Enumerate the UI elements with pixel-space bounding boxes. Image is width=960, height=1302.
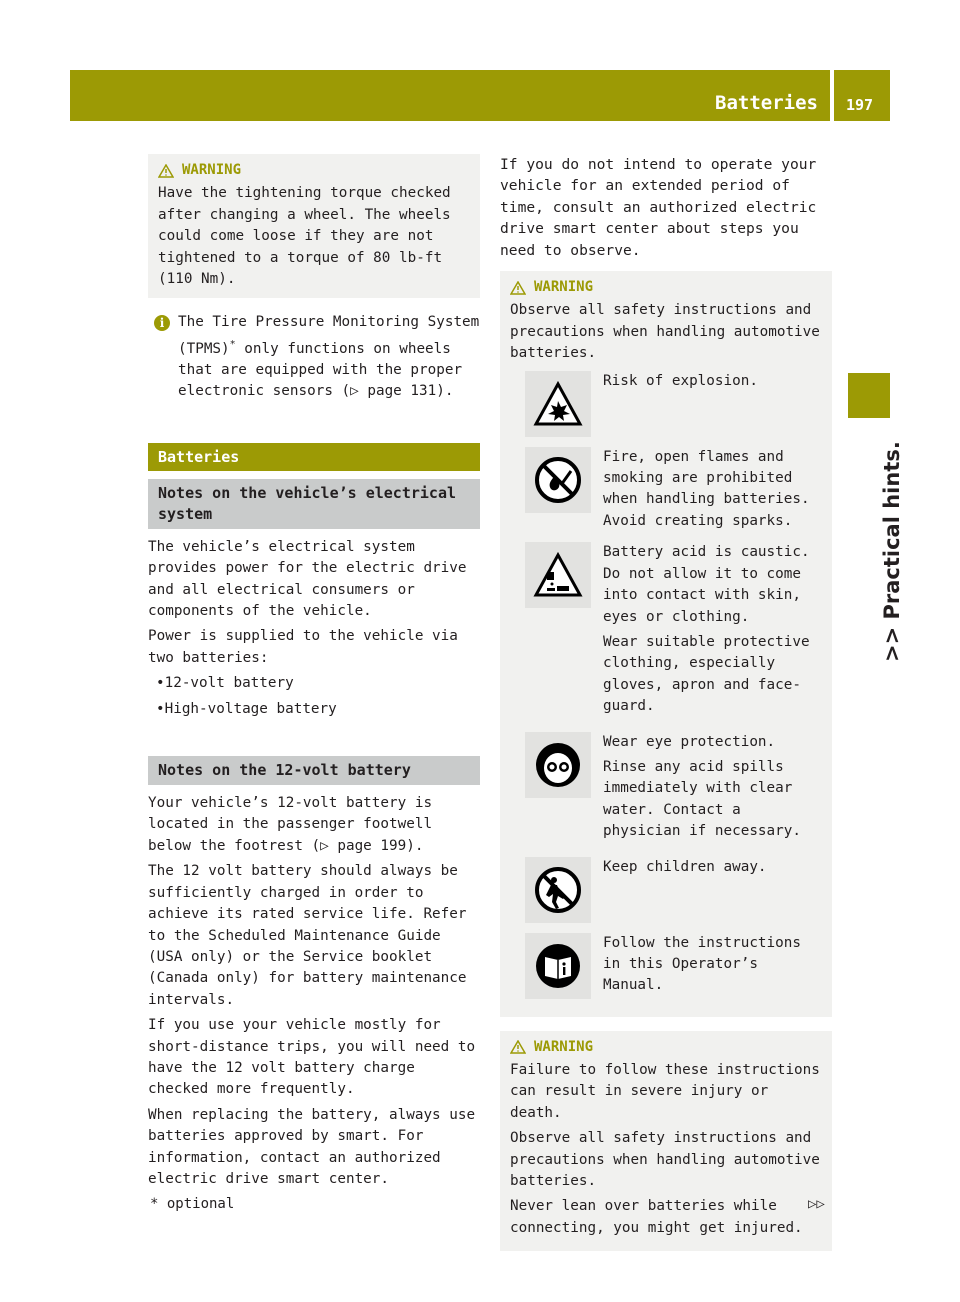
- warning-triangle-icon: [510, 1040, 526, 1054]
- section-heading-batteries: Batteries: [148, 443, 480, 471]
- paragraph: Your vehicle’s 12-volt battery is located in the passenger footwell below the footrest (▷ page 199).: [148, 795, 433, 854]
- warning-box-safety: [500, 271, 832, 1017]
- side-tab-marker: [848, 373, 890, 418]
- info-note: [148, 312, 480, 402]
- symbol-text: Fire, open flames and smoking are prohibited when handling batteries. Avoid creating sparks.: [603, 448, 810, 529]
- header-bar: [70, 70, 830, 121]
- eye-protection-icon: [525, 732, 591, 798]
- warning-box-injury: [500, 1031, 832, 1252]
- symbol-line: Battery acid is caustic. Do not allow it to come into contact with skin, eyes or clothing.: [603, 544, 810, 625]
- info-text-b: only functions on wheels that are equipped with the proper electronic sensors (▷ page 131).: [178, 340, 463, 400]
- info-icon: i: [154, 315, 170, 331]
- footer-optional-note: * optional: [150, 1196, 235, 1212]
- symbol-text: Keep children away.: [603, 858, 767, 875]
- manual-icon: [525, 933, 591, 999]
- symbol-line: Wear eye protection.: [603, 733, 776, 750]
- symbol-text: Follow the instructions in this Operator’s Manual.: [603, 934, 801, 994]
- symbol-text: [603, 542, 822, 721]
- side-tab-label: >> Practical hints.: [880, 441, 904, 662]
- no-children-icon: [525, 857, 591, 923]
- side-tab-label-box: [852, 430, 904, 910]
- no-fire-icon: [525, 447, 591, 513]
- right-column: [500, 154, 832, 1251]
- paragraph: Power is supplied to the vehicle via two batteries:: [148, 628, 458, 666]
- subheading-12-volt-battery: Notes on the 12-volt battery: [148, 756, 480, 785]
- warning-triangle-icon: [510, 281, 526, 295]
- list-item: • High-voltage battery: [148, 699, 480, 720]
- symbol-row: [510, 732, 822, 847]
- warning-box-torque: [148, 154, 480, 298]
- symbol-row: [510, 371, 822, 437]
- page-number: 197: [846, 96, 874, 114]
- header-page-box: [834, 70, 890, 121]
- continue-arrows: ▷▷: [808, 1196, 825, 1212]
- warning-text: Have the tightening torque checked after changing a wheel. The wheels could come loose if they are not tightened to a torque of 80 lb-ft (110 Nm).: [158, 185, 451, 288]
- header-title: Batteries: [715, 92, 818, 114]
- symbol-line: Rinse any acid spills immediately with clear water. Contact a physician if necessary.: [603, 758, 801, 840]
- info-text-a: The Tire Pressure Monitoring System (TPMS): [178, 314, 480, 357]
- symbol-row: [510, 857, 822, 923]
- warning-heading: [158, 160, 470, 181]
- optional-star: *: [229, 338, 236, 350]
- list-item: • 12-volt battery: [148, 673, 480, 694]
- warning-heading: [510, 277, 822, 298]
- subheading-electrical-system: Notes on the vehicle’s electrical system: [148, 479, 480, 529]
- warning-text: Observe all safety instructions and precautions when handling automotive batteries.: [510, 302, 820, 362]
- warning-label: WARNING: [534, 279, 594, 296]
- symbol-row: [510, 447, 822, 533]
- explosion-icon: [525, 371, 591, 437]
- warning-label: WARNING: [534, 1038, 594, 1055]
- symbol-text: Risk of explosion.: [603, 372, 758, 389]
- warning-text: Never lean over batteries while connecting, you might get injured.: [510, 1198, 803, 1236]
- warning-triangle-icon: [158, 164, 174, 178]
- warning-text: Observe all safety instructions and precautions when handling automotive batteries.: [510, 1130, 820, 1189]
- symbol-line: Wear suitable protective clothing, especially gloves, apron and face-guard.: [603, 633, 810, 715]
- paragraph: If you use your vehicle mostly for short-distance trips, you will need to have the 12 volt battery charge checked more frequently.: [148, 1017, 476, 1098]
- intro-paragraph: If you do not intend to operate your vehicle for an extended period of time, consult an authorized electric drive smart center about steps you need to observe.: [500, 156, 817, 259]
- info-text: [178, 312, 480, 402]
- warning-heading: [510, 1037, 822, 1058]
- symbol-row: [510, 933, 822, 999]
- left-column: [148, 154, 480, 1194]
- warning-text: Failure to follow these instructions can result in severe injury or death.: [510, 1061, 820, 1121]
- symbol-row: [510, 542, 822, 721]
- paragraph: The vehicle’s electrical system provides power for the electric drive and all electrical consumers or components of the vehicle.: [148, 538, 467, 620]
- corrosive-icon: [525, 542, 591, 608]
- paragraph: The 12 volt battery should always be sufficiently charged in order to achieve its rated service life. Refer to the Scheduled Maintenance Guide (USA only) or the Service booklet (Canada only) for battery maintenance intervals.: [148, 863, 467, 1008]
- warning-label: WARNING: [182, 162, 242, 178]
- paragraph: When replacing the battery, always use batteries approved by smart. For information, contact an authorized electric drive smart center.: [148, 1106, 476, 1187]
- symbol-text: [603, 732, 822, 847]
